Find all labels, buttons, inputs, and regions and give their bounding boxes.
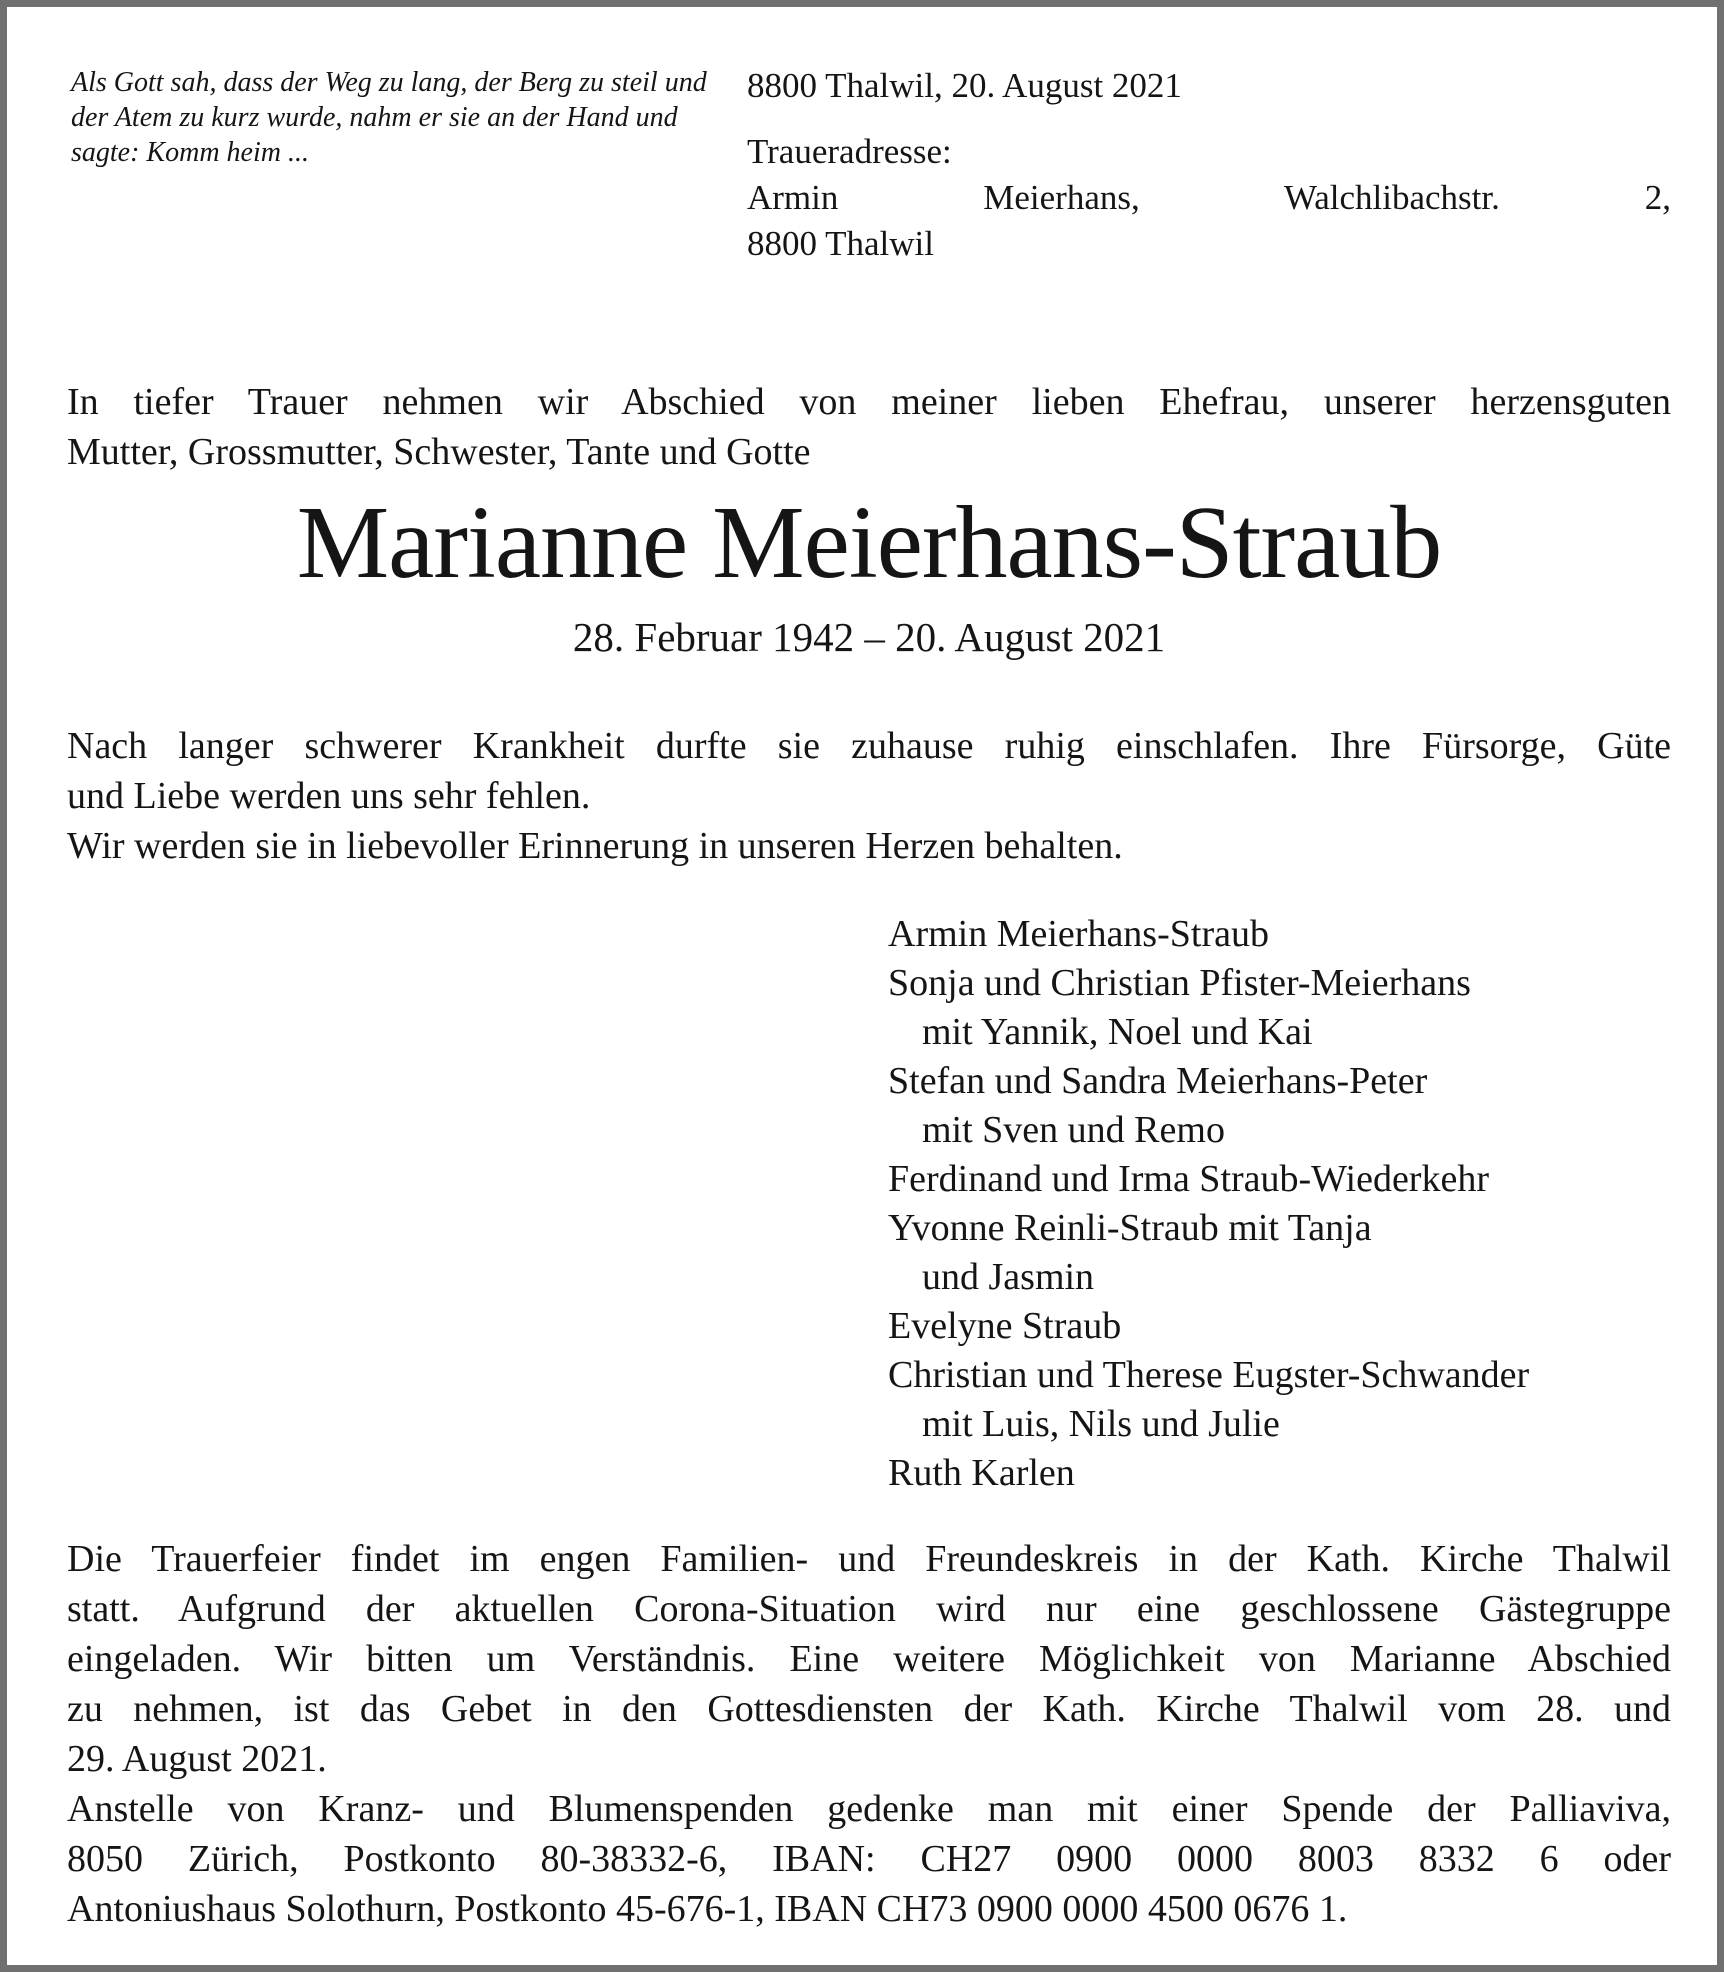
text-line: 8050 Zürich, Postkonto 80-38332-6, IBAN: CH27 0900 0000 8003 8332 6 oder	[67, 1838, 1671, 1880]
text-line: Evelyne Straub	[888, 1305, 1122, 1347]
funeral-info-paragraph	[67, 1534, 1671, 1784]
text-line: Stefan und Sandra Meierhans-Peter	[888, 1060, 1428, 1102]
text-line: Die Trauerfeier findet im engen Familien- und Freundeskreis in der Kath. Kirche Thalwil	[67, 1538, 1671, 1580]
text-line: Yvonne Reinli-Straub mit Tanja	[888, 1207, 1372, 1249]
text-line: mit Luis, Nils und Julie	[922, 1403, 1280, 1445]
text-line: Mutter, Grossmutter, Schwester, Tante und Gotte	[67, 431, 811, 473]
opening-quote	[71, 65, 751, 170]
text-line: mit Sven und Remo	[922, 1109, 1225, 1151]
text-line: statt. Aufgrund der aktuellen Corona-Situation wird nur eine geschlossene Gästegruppe	[67, 1588, 1671, 1630]
mourning-address-label: Traueradresse:	[747, 132, 952, 171]
text-line: Wir werden sie in liebevoller Erinnerung in unseren Herzen behalten.	[67, 825, 1123, 867]
text-line: Christian und Therese Eugster-Schwander	[888, 1354, 1530, 1396]
text-line: Nach langer schwerer Krankheit durfte sie zuhause ruhig einschlafen. Ihre Fürsorge, Güte	[67, 725, 1671, 767]
text-line: 29. August 2021.	[67, 1738, 327, 1780]
text-line: mit Yannik, Noel und Kai	[922, 1011, 1313, 1053]
text-line: Sonja und Christian Pfister-Meierhans	[888, 962, 1471, 1004]
life-dates: 28. Februar 1942 – 20. August 2021	[572, 614, 1166, 660]
text-line: Armin Meierhans, Walchlibachstr. 2,	[747, 178, 1671, 217]
text-line: sagte: Komm heim ...	[71, 137, 309, 168]
text-line: der Atem zu kurz wurde, nahm er sie an der Hand und	[71, 102, 678, 133]
text-line: und Jasmin	[922, 1256, 1095, 1298]
text-line: eingeladen. Wir bitten um Verständnis. Eine weitere Möglichkeit von Marianne Abschied	[67, 1638, 1671, 1680]
text-line: In tiefer Trauer nehmen wir Abschied von meiner lieben Ehefrau, unserer herzensguten	[67, 381, 1671, 423]
eulogy-paragraph	[67, 721, 1671, 871]
header-right-block	[747, 63, 1671, 267]
text-line: zu nehmen, ist das Gebet in den Gottesdiensten der Kath. Kirche Thalwil vom 28. und	[67, 1688, 1671, 1730]
deceased-name: Marianne Meierhans-Straub	[296, 485, 1442, 600]
mourners-list	[888, 910, 1678, 1498]
text-line: Ruth Karlen	[888, 1452, 1075, 1494]
text-line: 8800 Thalwil	[747, 224, 934, 263]
intro-paragraph	[67, 377, 1671, 477]
mourning-address	[747, 175, 1671, 267]
text-line: und Liebe werden uns sehr fehlen.	[67, 775, 591, 817]
text-line: Armin Meierhans-Straub	[888, 913, 1269, 955]
place-and-date: 8800 Thalwil, 20. August 2021	[747, 66, 1182, 105]
text-line: Als Gott sah, dass der Weg zu lang, der Berg zu steil und	[71, 67, 707, 98]
text-line: Antoniushaus Solothurn, Postkonto 45-676-1, IBAN CH73 0900 0000 4500 0676 1.	[67, 1888, 1348, 1930]
text-line: Anstelle von Kranz- und Blumenspenden gedenke man mit einer Spende der Palliaviva,	[67, 1788, 1671, 1830]
text-line: Ferdinand und Irma Straub-Wiederkehr	[888, 1158, 1489, 1200]
donation-info-paragraph	[67, 1784, 1671, 1934]
